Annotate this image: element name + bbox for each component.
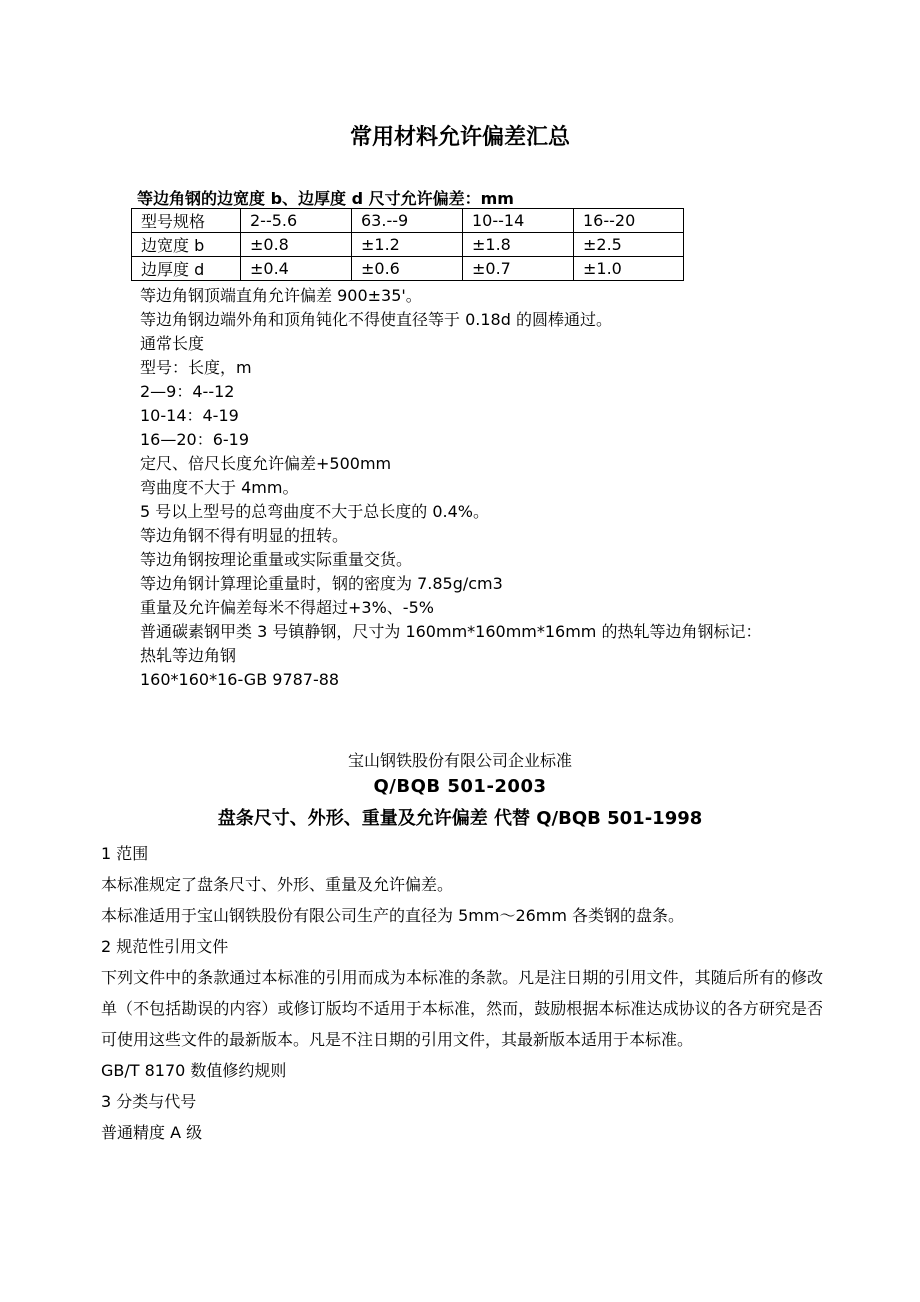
note-line: 通常长度 [140, 334, 205, 353]
note-line: 等边角钢按理论重量或实际重量交货。 [140, 550, 413, 569]
note-line: 5 号以上型号的总弯曲度不大于总长度的 0.4%。 [140, 502, 490, 521]
table-cell: 10--14 [463, 209, 574, 233]
note-line: 型号：长度，m [140, 358, 252, 377]
note-line: 16—20：6-19 [140, 430, 250, 449]
paragraph: 下列文件中的条款通过本标准的引用而成为本标准的条款。凡是注日期的引用文件，其随后所有的修改单（不包括勘误的内容）或修订版均不适用于本标准，然而，鼓励根据本标准达成协议的各方研究是否可使用这些文件的最新版本。凡是不注日期的引用文件，其最新版本适用于本标准。 [101, 968, 823, 1049]
table-cell: 边厚度 d [132, 257, 241, 281]
table-cell: 型号规格 [132, 209, 241, 233]
page-title: 常用材料允许偏差汇总 [349, 125, 570, 150]
standard-code: Q/BQB 501-2003 [373, 776, 547, 797]
standard-name: 盘条尺寸、外形、重量及允许偏差 代替 Q/BQB 501-1998 [217, 808, 703, 829]
angle-steel-notes [140, 284, 800, 692]
table-cell: 63.--9 [352, 209, 463, 233]
note-line: 等边角钢顶端直角允许偏差 900±35'。 [140, 286, 422, 305]
table-caption: 等边角钢的边宽度 b、边厚度 d 尺寸允许偏差：mm [137, 189, 514, 208]
note-line: 160*160*16-GB 9787-88 [140, 670, 340, 689]
paragraph: 本标准适用于宝山钢铁股份有限公司生产的直径为 5mm～26mm 各类钢的盘条。 [101, 906, 685, 925]
section-heading: 2 规范性引用文件 [101, 937, 229, 956]
note-line: 等边角钢计算理论重量时，钢的密度为 7.85g/cm3 [140, 574, 503, 593]
table-cell: ±2.5 [574, 233, 684, 257]
paragraph: GB/T 8170 数值修约规则 [101, 1061, 287, 1080]
note-line: 等边角钢不得有明显的扭转。 [140, 526, 349, 545]
table-row [132, 257, 684, 281]
section-heading: 1 范围 [101, 844, 149, 863]
standard-company: 宝山钢铁股份有限公司企业标准 [347, 751, 572, 770]
table-row [132, 209, 684, 233]
table-cell: ±0.6 [352, 257, 463, 281]
note-line: 普通碳素钢甲类 3 号镇静钢，尺寸为 160mm*160mm*16mm 的热轧等边角钢标记： [140, 622, 762, 641]
note-line: 重量及允许偏差每米不得超过+3%、-5% [140, 598, 434, 617]
table-cell: ±1.0 [574, 257, 684, 281]
table-cell: 16--20 [574, 209, 684, 233]
table-cell: ±1.2 [352, 233, 463, 257]
note-line: 弯曲度不大于 4mm。 [140, 478, 299, 497]
paragraph: 普通精度 A 级 [101, 1123, 203, 1142]
angle-tolerance-table [131, 208, 684, 281]
table-cell: ±1.8 [463, 233, 574, 257]
table-cell: ±0.7 [463, 257, 574, 281]
table-cell: 边宽度 b [132, 233, 241, 257]
note-line: 热轧等边角钢 [140, 646, 237, 665]
note-line: 定尺、倍尺长度允许偏差+500mm [140, 454, 392, 473]
standard-body [101, 838, 823, 1148]
table-cell: 2--5.6 [241, 209, 352, 233]
table-cell: ±0.8 [241, 233, 352, 257]
note-line: 等边角钢边端外角和顶角钝化不得使直径等于 0.18d 的圆棒通过。 [140, 310, 612, 329]
section-heading: 3 分类与代号 [101, 1092, 197, 1111]
table-cell: ±0.4 [241, 257, 352, 281]
note-line: 10-14：4-19 [140, 406, 239, 425]
note-line: 2—9：4--12 [140, 382, 235, 401]
table-row [132, 233, 684, 257]
paragraph: 本标准规定了盘条尺寸、外形、重量及允许偏差。 [101, 875, 454, 894]
